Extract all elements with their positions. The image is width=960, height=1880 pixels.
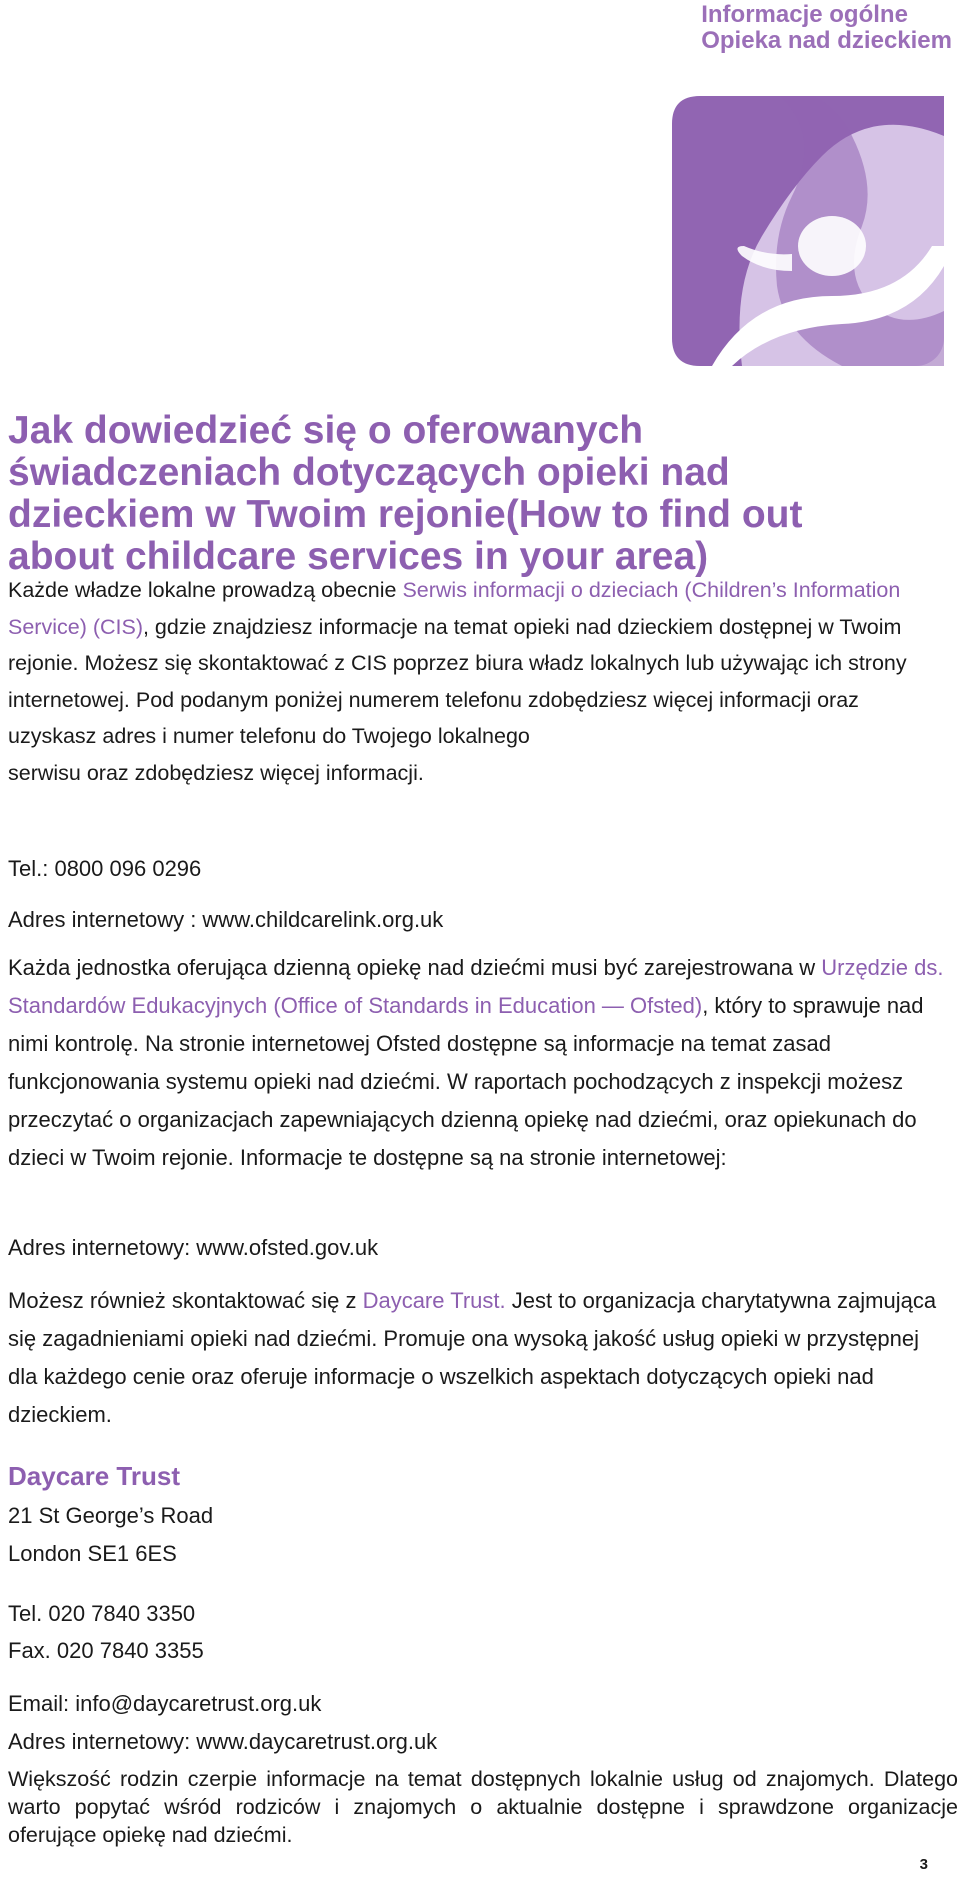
daycare-web: Adres internetowy: www.daycaretrust.org.uk [8,1729,438,1754]
paragraph-daycare: Możesz również skontaktować się z Daycare Trust. Jest to organizacja charytatywna zajmująca się zagadnieniami opieki nad dziećmi. Promuje ona wysoką jakość usług opieki w przystępnej dla każdego cenie oraz oferuje informacje o wszelkich aspektach dotyczących opieki nad dzieckiem. [8,1288,937,1427]
daycare-fax: Fax. 020 7840 3355 [8,1638,204,1663]
ofsted-link-text: Urzędzie ds. Standardów Edukacyjnych (Office of Standards in Education — Ofsted) [8,955,944,1018]
section-header [701,2,952,54]
mother-and-child-icon [672,96,944,366]
childcarelink-web: Adres internetowy : www.childcarelink.org.uk [8,907,444,932]
cis-link-text: Serwis informacji o dzieciach (Children’s Information Service) (CIS) [8,578,901,639]
ofsted-web: Adres internetowy: www.ofsted.gov.uk [8,1235,379,1260]
address-line1: 21 St George’s Road [8,1503,214,1528]
cis-phone: Tel.: 0800 096 0296 [8,856,202,881]
address-line2: London SE1 6ES [8,1541,177,1566]
page-number: 3 [919,1856,928,1873]
daycare-trust-heading: Daycare Trust [8,1461,180,1491]
closing-paragraph: Większość rodzin czerpie informacje na temat dostępnych lokalnie usług od znajomych. Dlatego warto popytać wśród rodziców i znajomych o aktualnie dostępne i sprawdzone organizacje oferujące opiekę nad dziećmi. [8,1767,958,1847]
paragraph-cis: Każde władze lokalne prowadzą obecnie Serwis informacji o dzieciach (Children’s Information Service) (CIS), gdzie znajdziesz informacje na temat opieki nad dzieckiem dostępnej w Twoim rejonie. Możesz się skontaktować z CIS poprzez biura władz lokalnych lub używając ich strony internetowej. Pod podanym poniżej numerem telefonu zdobędziesz więcej informacji oraz uzyskasz adres i numer telefonu do Twojego lokalnego serwisu oraz zdobędziesz więcej informacji. [8,578,907,785]
section-header-line1: Informacje ogólne [701,1,908,28]
daycare-link-text: Daycare Trust. [362,1288,506,1313]
page-title: Jak dowiedzieć się o oferowanych świadczeniach dotyczących opieki nad dzieckiem w Twoim rejonie(How to find out about childcare services in your area) [8,409,803,578]
paragraph-ofsted: Każda jednostka oferująca dzienną opiekę nad dziećmi musi być zarejestrowana w Urzędzie ds. Standardów Edukacyjnych (Office of Standards in Education — Ofsted), który to sprawuje nad nimi kontrolę. Na stronie internetowej Ofsted dostępne są informacje na temat zasad funkcjonowania systemu opieki nad dziećmi. W raportach pochodzących z inspekcji możesz przeczytać o organizacjach zapewniających dzienną opiekę nad dziećmi, oraz opiekunach do dzieci w Twoim rejonie. Informacje te dostępne są na stronie internetowej: [8,955,944,1170]
section-header-line2: Opieka nad dzieckiem [701,27,952,54]
daycare-email: Email: info@daycaretrust.org.uk [8,1691,322,1716]
daycare-phone: Tel. 020 7840 3350 [8,1601,196,1626]
